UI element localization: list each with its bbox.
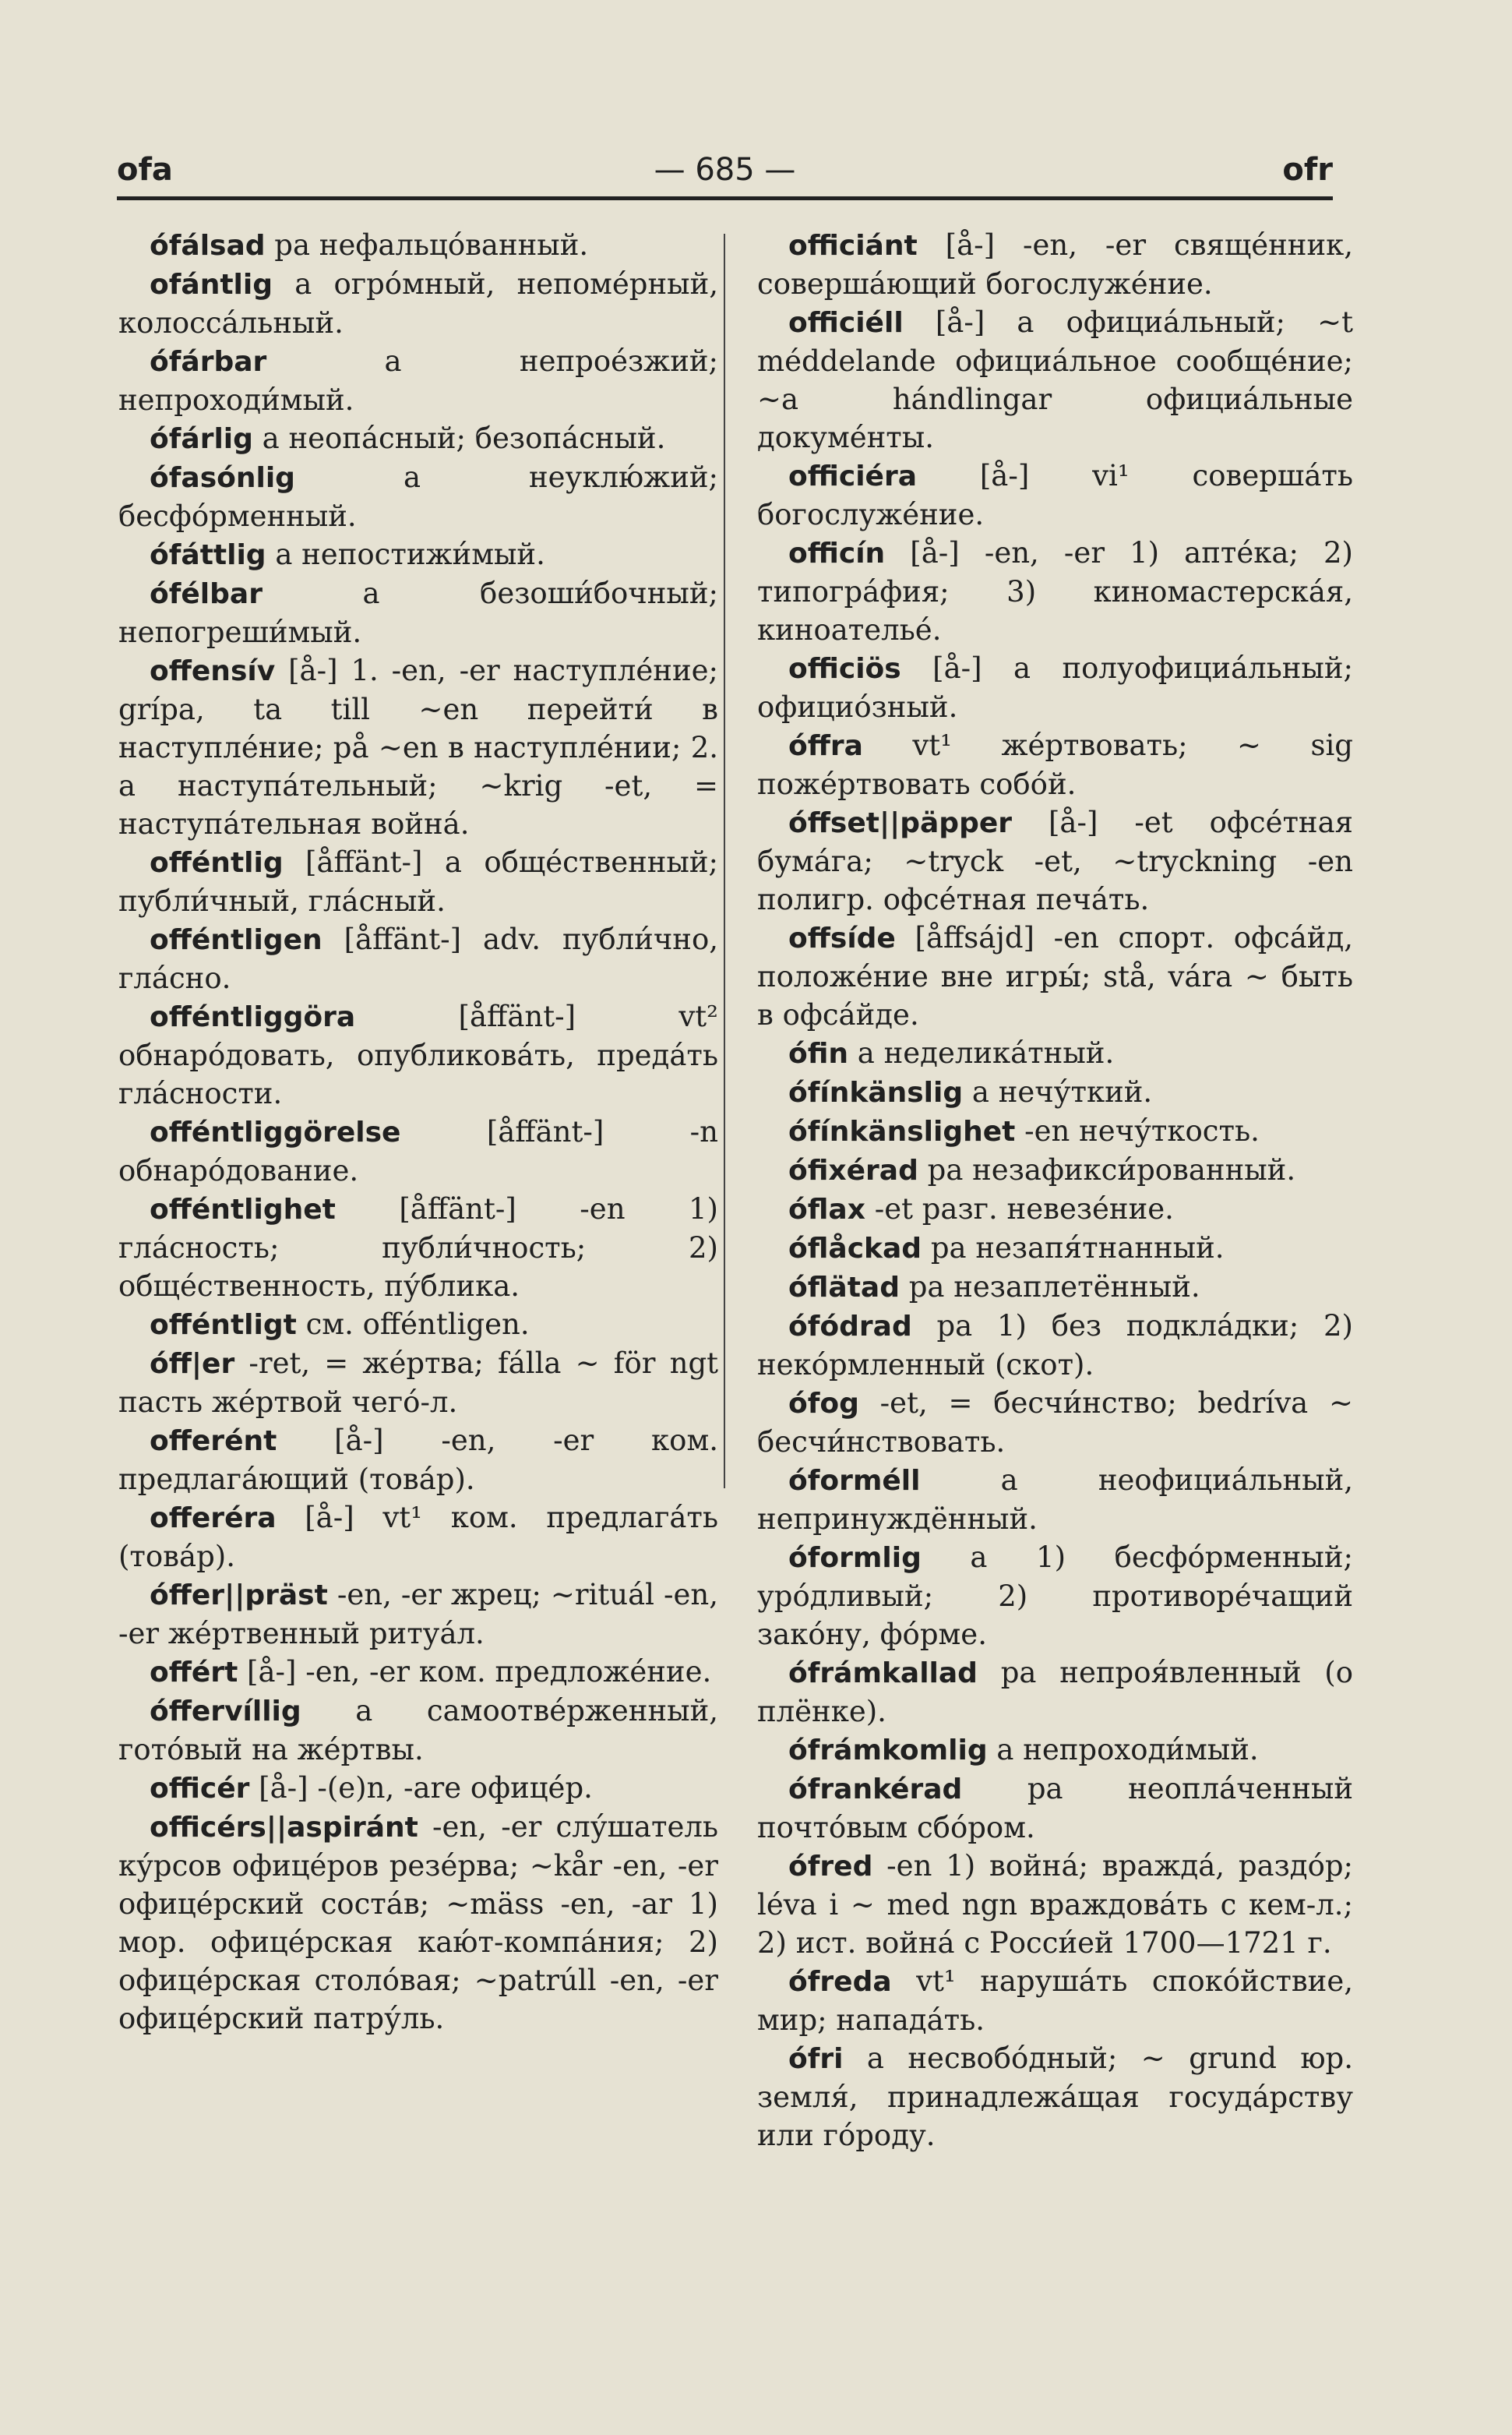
headword: offéntligt	[150, 1309, 297, 1341]
page-number: — 685 —	[654, 152, 796, 188]
dictionary-entry	[118, 1576, 718, 1653]
definition: vt¹ же́ртвовать; ~ sig поже́ртвовать собо́й.	[757, 729, 1353, 801]
headword: officérs||aspiránt	[150, 1812, 418, 1844]
dictionary-entry	[757, 1461, 1353, 1538]
dictionary-entry	[757, 726, 1353, 803]
headword: ófárbar	[150, 346, 267, 378]
definition: -et разг. невезе́ние.	[865, 1192, 1174, 1226]
dictionary-entry	[757, 803, 1353, 919]
headword: ófrankérad	[788, 1773, 963, 1805]
definition: pa непроя́вленный (о плёнке).	[757, 1656, 1353, 1728]
dictionary-entry	[118, 458, 718, 535]
definition: a самоотве́рженный, гото́вый на же́ртвы.	[118, 1694, 718, 1766]
headword: offéntligen	[150, 924, 322, 956]
column-divider	[724, 234, 725, 1488]
definition: -et, = бесчи́нство; bedríva ~ бесчи́нствовать.	[757, 1386, 1353, 1459]
dictionary-entry	[757, 1384, 1353, 1461]
definition: -en, -er слу́шатель ку́рсов офице́ров резе́рва; ~kår -en, -er офице́рский соста́в; ~mäss -en, -ar 1) мор. офице́рская каю́т-компа́ния; 2) офице́рская столо́вая; ~patrúll -en, -er офице́рский патру́ль.	[118, 1810, 718, 2035]
headword: offerént	[150, 1425, 277, 1457]
headword: officiéra	[788, 461, 918, 492]
definition: [å-] -en, -er 1) апте́ка; 2) типогра́фия; 3) киномастерска́я, киноателье́.	[757, 536, 1353, 647]
dictionary-entry	[757, 1151, 1353, 1190]
headword: officiánt	[788, 230, 918, 262]
dictionary-entry	[757, 457, 1353, 534]
headword: ófárlig	[150, 423, 253, 455]
definition: a безоши́бочный; непогреши́мый.	[118, 577, 718, 649]
headword: offéntliggöra	[150, 1001, 356, 1033]
headword: offéntliggörelse	[150, 1117, 401, 1149]
left-column	[118, 226, 718, 2038]
dictionary-entry	[118, 1190, 718, 1305]
right-column	[757, 226, 1353, 2154]
headword: officiös	[788, 653, 901, 685]
dictionary-entry	[118, 535, 718, 574]
headword: óffer||präst	[150, 1579, 328, 1611]
headword: óformlig	[788, 1542, 922, 1574]
dictionary-entry	[118, 1344, 718, 1421]
dictionary-entry	[118, 997, 718, 1113]
headword: ófínkänslig	[788, 1077, 964, 1109]
headword: offeréra	[150, 1502, 277, 1534]
dictionary-entry	[118, 1692, 718, 1769]
headword: óff|er	[150, 1348, 235, 1380]
definition: [å-] vt¹ ком. предлага́ть (това́р).	[118, 1501, 718, 1573]
page-header	[117, 152, 1333, 199]
dictionary-entry	[757, 1962, 1353, 2039]
dictionary-entry	[118, 419, 718, 458]
definition: -en нечу́ткость.	[1015, 1114, 1260, 1148]
dictionary-entry	[757, 1073, 1353, 1112]
headword: offensív	[150, 655, 276, 687]
headword: offéntlig	[150, 847, 284, 879]
dictionary-entry	[118, 1498, 718, 1576]
definition: pa неопла́ченный почто́вым сбо́ром.	[757, 1772, 1353, 1844]
dictionary-entry	[118, 843, 718, 920]
definition: pa нефальцо́ванный.	[265, 228, 589, 262]
dictionary-entry	[757, 1268, 1353, 1307]
headword: ófreda	[788, 1966, 892, 1998]
definition: [å-] -et офсе́тная бума́га; ~tryck -et, ~tryckning -en полигр. офсе́тная печа́ть.	[757, 806, 1353, 916]
headword: ófasónlig	[150, 462, 295, 494]
definition: -ret, = же́ртва; fálla ~ för ngt пасть же́ртвой чего́-л.	[118, 1346, 718, 1419]
dictionary-entry	[118, 1653, 718, 1692]
definition: [å-] -(e)n, -are офице́р.	[249, 1771, 593, 1805]
dictionary-entry	[118, 342, 718, 419]
definition: pa незапя́тнанный.	[922, 1231, 1225, 1265]
headword: óflax	[788, 1194, 865, 1226]
dictionary-entry	[757, 226, 1353, 303]
definition: [å-] -en, -er ком. предложе́ние.	[238, 1655, 712, 1689]
headword: óffervíllig	[150, 1696, 301, 1727]
headword: ófélbar	[150, 578, 263, 610]
dictionary-entry	[757, 1229, 1353, 1268]
headword: ófrámkomlig	[788, 1734, 988, 1766]
definition: a непрое́зжий; непроходи́мый.	[118, 344, 718, 417]
definition: [å-] a полуофициа́льный; официо́зный.	[757, 651, 1353, 724]
definition: [åffänt-] -en 1) гла́сность; публи́чность; 2) обще́ственность, пу́блика.	[118, 1192, 718, 1303]
headword: ófog	[788, 1388, 859, 1420]
dictionary-entry	[757, 1307, 1353, 1384]
definition: a непостижи́мый.	[266, 538, 545, 571]
definition: [åffsájd] -en спорт. офса́йд, положе́ние вне игры́; stå, vára ~ быть в офса́йде.	[757, 921, 1353, 1032]
definition: см. offéntligen.	[296, 1307, 530, 1341]
dictionary-entry	[118, 574, 718, 651]
dictionary-entry	[118, 1305, 718, 1344]
headword: offsíde	[788, 923, 896, 955]
definition: [åffänt-] a обще́ственный; публи́чный, гла́сный.	[118, 845, 718, 918]
dictionary-entry	[757, 1731, 1353, 1770]
headword: óffra	[788, 730, 863, 762]
headword: ofántlig	[150, 269, 273, 301]
definition: [åffänt-] -n обнаро́дование.	[118, 1115, 718, 1188]
definition: a несвобо́дный; ~ grund юр. земля́, принадлежа́щая госуда́рству или го́роду.	[757, 2042, 1353, 2152]
dictionary-entry	[757, 534, 1353, 649]
definition: [åffänt-] adv. публи́чно, гла́сно.	[118, 923, 718, 995]
definition: -en 1) война́; вражда́, раздо́р; léva i ~ med ngn враждова́ть с кем-л.; 2) ист. война́ с Росси́ей 1700—1721 г.	[757, 1849, 1353, 1960]
dictionary-entry	[118, 1421, 718, 1498]
dictionary-entry	[118, 920, 718, 997]
definition: [å-] -en, -er ком. предлага́ющий (това́р).	[118, 1424, 718, 1496]
headword: óffset||päpper	[788, 807, 1013, 839]
dictionary-entry	[757, 1190, 1353, 1229]
dictionary-entry	[757, 1538, 1353, 1653]
definition: vt¹ наруша́ть споко́йствие, мир; напада́ть.	[757, 1964, 1353, 2037]
dictionary-entry	[757, 919, 1353, 1034]
headword: officér	[150, 1773, 250, 1805]
dictionary-entry	[118, 226, 718, 265]
headword: offért	[150, 1657, 238, 1689]
dictionary-entry	[757, 2039, 1353, 2154]
headword: officín	[788, 538, 886, 570]
headword: ófri	[788, 2043, 844, 2075]
definition: [åffänt-] vt² обнаро́довать, опубликова́ть, преда́ть гла́сности.	[118, 1000, 718, 1110]
headword: ófixérad	[788, 1155, 918, 1187]
headword: ófódrad	[788, 1311, 912, 1343]
headword: ófínkänslighet	[788, 1116, 1016, 1148]
headword: officiéll	[788, 307, 904, 339]
definition: a неделика́тный.	[848, 1036, 1115, 1070]
headword: ófáttlig	[150, 539, 266, 571]
dictionary-entry	[757, 649, 1353, 726]
definition: a огро́мный, непоме́рный, колосса́льный.	[118, 267, 718, 340]
dictionary-entry	[757, 1847, 1353, 1962]
dictionary-entry	[118, 1769, 718, 1808]
header-rule	[117, 196, 1333, 200]
definition: [å-] vi¹ соверша́ть богослуже́ние.	[757, 459, 1353, 531]
definition: [å-] -en, -er свяще́нник, соверша́ющий богослуже́ние.	[757, 228, 1353, 301]
definition: -en, -er жрец; ~rituál -en, -er же́ртвенный ритуа́л.	[118, 1578, 718, 1650]
headword: óflätad	[788, 1272, 900, 1304]
dictionary-entry	[757, 1653, 1353, 1731]
definition: a нечу́ткий.	[963, 1075, 1153, 1109]
dictionary-entry	[757, 303, 1353, 457]
header-left-guide-word: ofa	[117, 152, 173, 188]
definition: [å-] 1. -en, -er наступле́ние; grípa, ta till ~en перейти́ в наступле́ние; på ~en в наступле́нии; 2. a наступа́тельный; ~krig -et, = наступа́тельная война́.	[118, 654, 718, 841]
dictionary-entry	[118, 265, 718, 342]
headword: ófred	[788, 1851, 873, 1883]
definition: a неофициа́льный, непринуждённый.	[757, 1463, 1353, 1536]
dictionary-entry	[118, 1808, 718, 2038]
definition: a непроходи́мый.	[987, 1733, 1259, 1766]
header-right-guide-word: ofr	[1282, 152, 1333, 188]
dictionary-entry	[757, 1034, 1353, 1073]
definition: pa 1) без подкла́дки; 2) неко́рмленный (скот).	[757, 1309, 1353, 1382]
dictionary-entry	[118, 1113, 718, 1190]
headword: óflåckad	[788, 1233, 922, 1265]
definition: pa незафикси́рованный.	[918, 1153, 1296, 1187]
dictionary-entry	[757, 1770, 1353, 1847]
definition: [å-] a официа́льный; ~t méddelande официа́льное сообще́ние; ~a hándlingar официа́льные докуме́нты.	[757, 305, 1353, 454]
dictionary-entry	[757, 1112, 1353, 1151]
headword: óforméll	[788, 1465, 921, 1497]
headword: ófin	[788, 1038, 849, 1070]
definition: a неопа́сный; безопа́сный.	[252, 422, 666, 455]
definition: a неуклю́жий; бесфо́рменный.	[118, 461, 718, 533]
definition: pa незаплетённый.	[899, 1270, 1200, 1304]
headword: ófálsad	[150, 230, 266, 262]
definition: a 1) бесфо́рменный; уро́дливый; 2) противоре́чащий зако́ну, фо́рме.	[757, 1540, 1353, 1651]
dictionary-entry	[118, 651, 718, 843]
headword: ófrámkallad	[788, 1657, 978, 1689]
headword: offéntlighet	[150, 1194, 336, 1226]
